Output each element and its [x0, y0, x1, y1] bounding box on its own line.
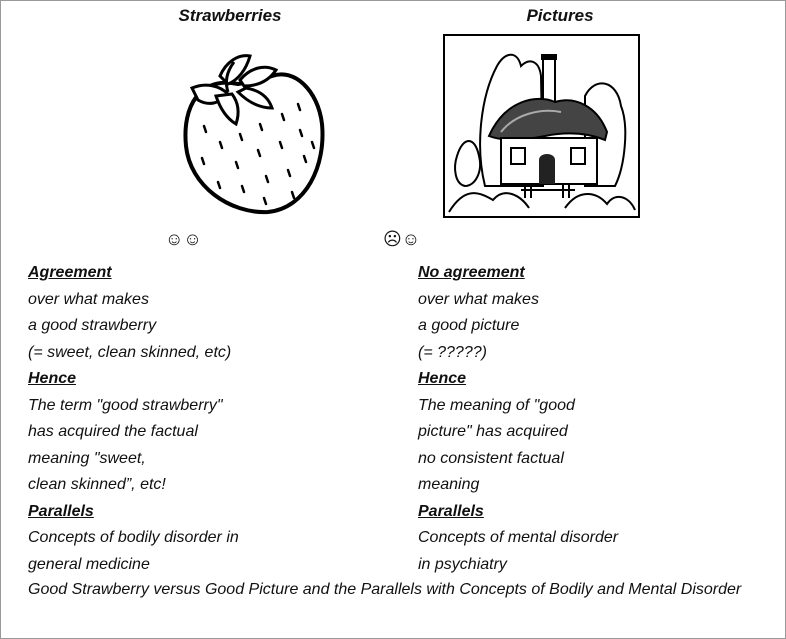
hence-heading: Hence: [28, 370, 77, 387]
text-line: in psychiatry: [418, 555, 507, 573]
text-line: Concepts of mental disorder: [418, 529, 619, 546]
figure-caption: Good Strawberry versus Good Picture and the Parallels with Concepts of Bodily and Mental Disorder: [28, 581, 742, 598]
parallels-heading: Parallels: [418, 502, 484, 520]
cottage-picture-icon: [443, 34, 640, 218]
text-line: meaning "sweet,: [28, 449, 146, 467]
pictures-text-column: [418, 260, 778, 578]
text-line: no consistent factual: [418, 449, 564, 467]
text-line: Concepts of bodily disorder in: [28, 529, 239, 546]
text-line: over what makes: [28, 290, 149, 308]
text-line: a good strawberry: [28, 317, 157, 334]
strawberries-text-column: [28, 260, 388, 578]
parallels-heading: Parallels: [28, 502, 94, 520]
agreement-heading: Agreement: [28, 264, 112, 281]
text-line: (= ?????): [418, 343, 487, 361]
hence-heading: Hence: [418, 370, 467, 387]
text-line: The meaning of "good: [418, 396, 575, 414]
text-line: over what makes: [418, 290, 539, 308]
text-line: picture" has acquired: [418, 423, 568, 440]
pictures-title: Pictures: [526, 6, 594, 25]
rating-right: ☹☺: [383, 229, 421, 249]
text-line: (= sweet, clean skinned, etc): [28, 343, 232, 361]
text-line: has acquired the factual: [28, 423, 198, 440]
text-line: general medicine: [28, 555, 150, 573]
strawberries-title: Strawberries: [178, 6, 282, 25]
text-line: a good picture: [418, 317, 520, 334]
strawberry-icon: [180, 46, 326, 218]
text-line: meaning: [418, 476, 480, 493]
rating-left: ☺☺: [165, 229, 202, 249]
text-line: clean skinned”, etc!: [28, 476, 166, 493]
text-line: The term "good strawberry": [28, 396, 223, 414]
no-agreement-heading: No agreement: [418, 264, 525, 281]
